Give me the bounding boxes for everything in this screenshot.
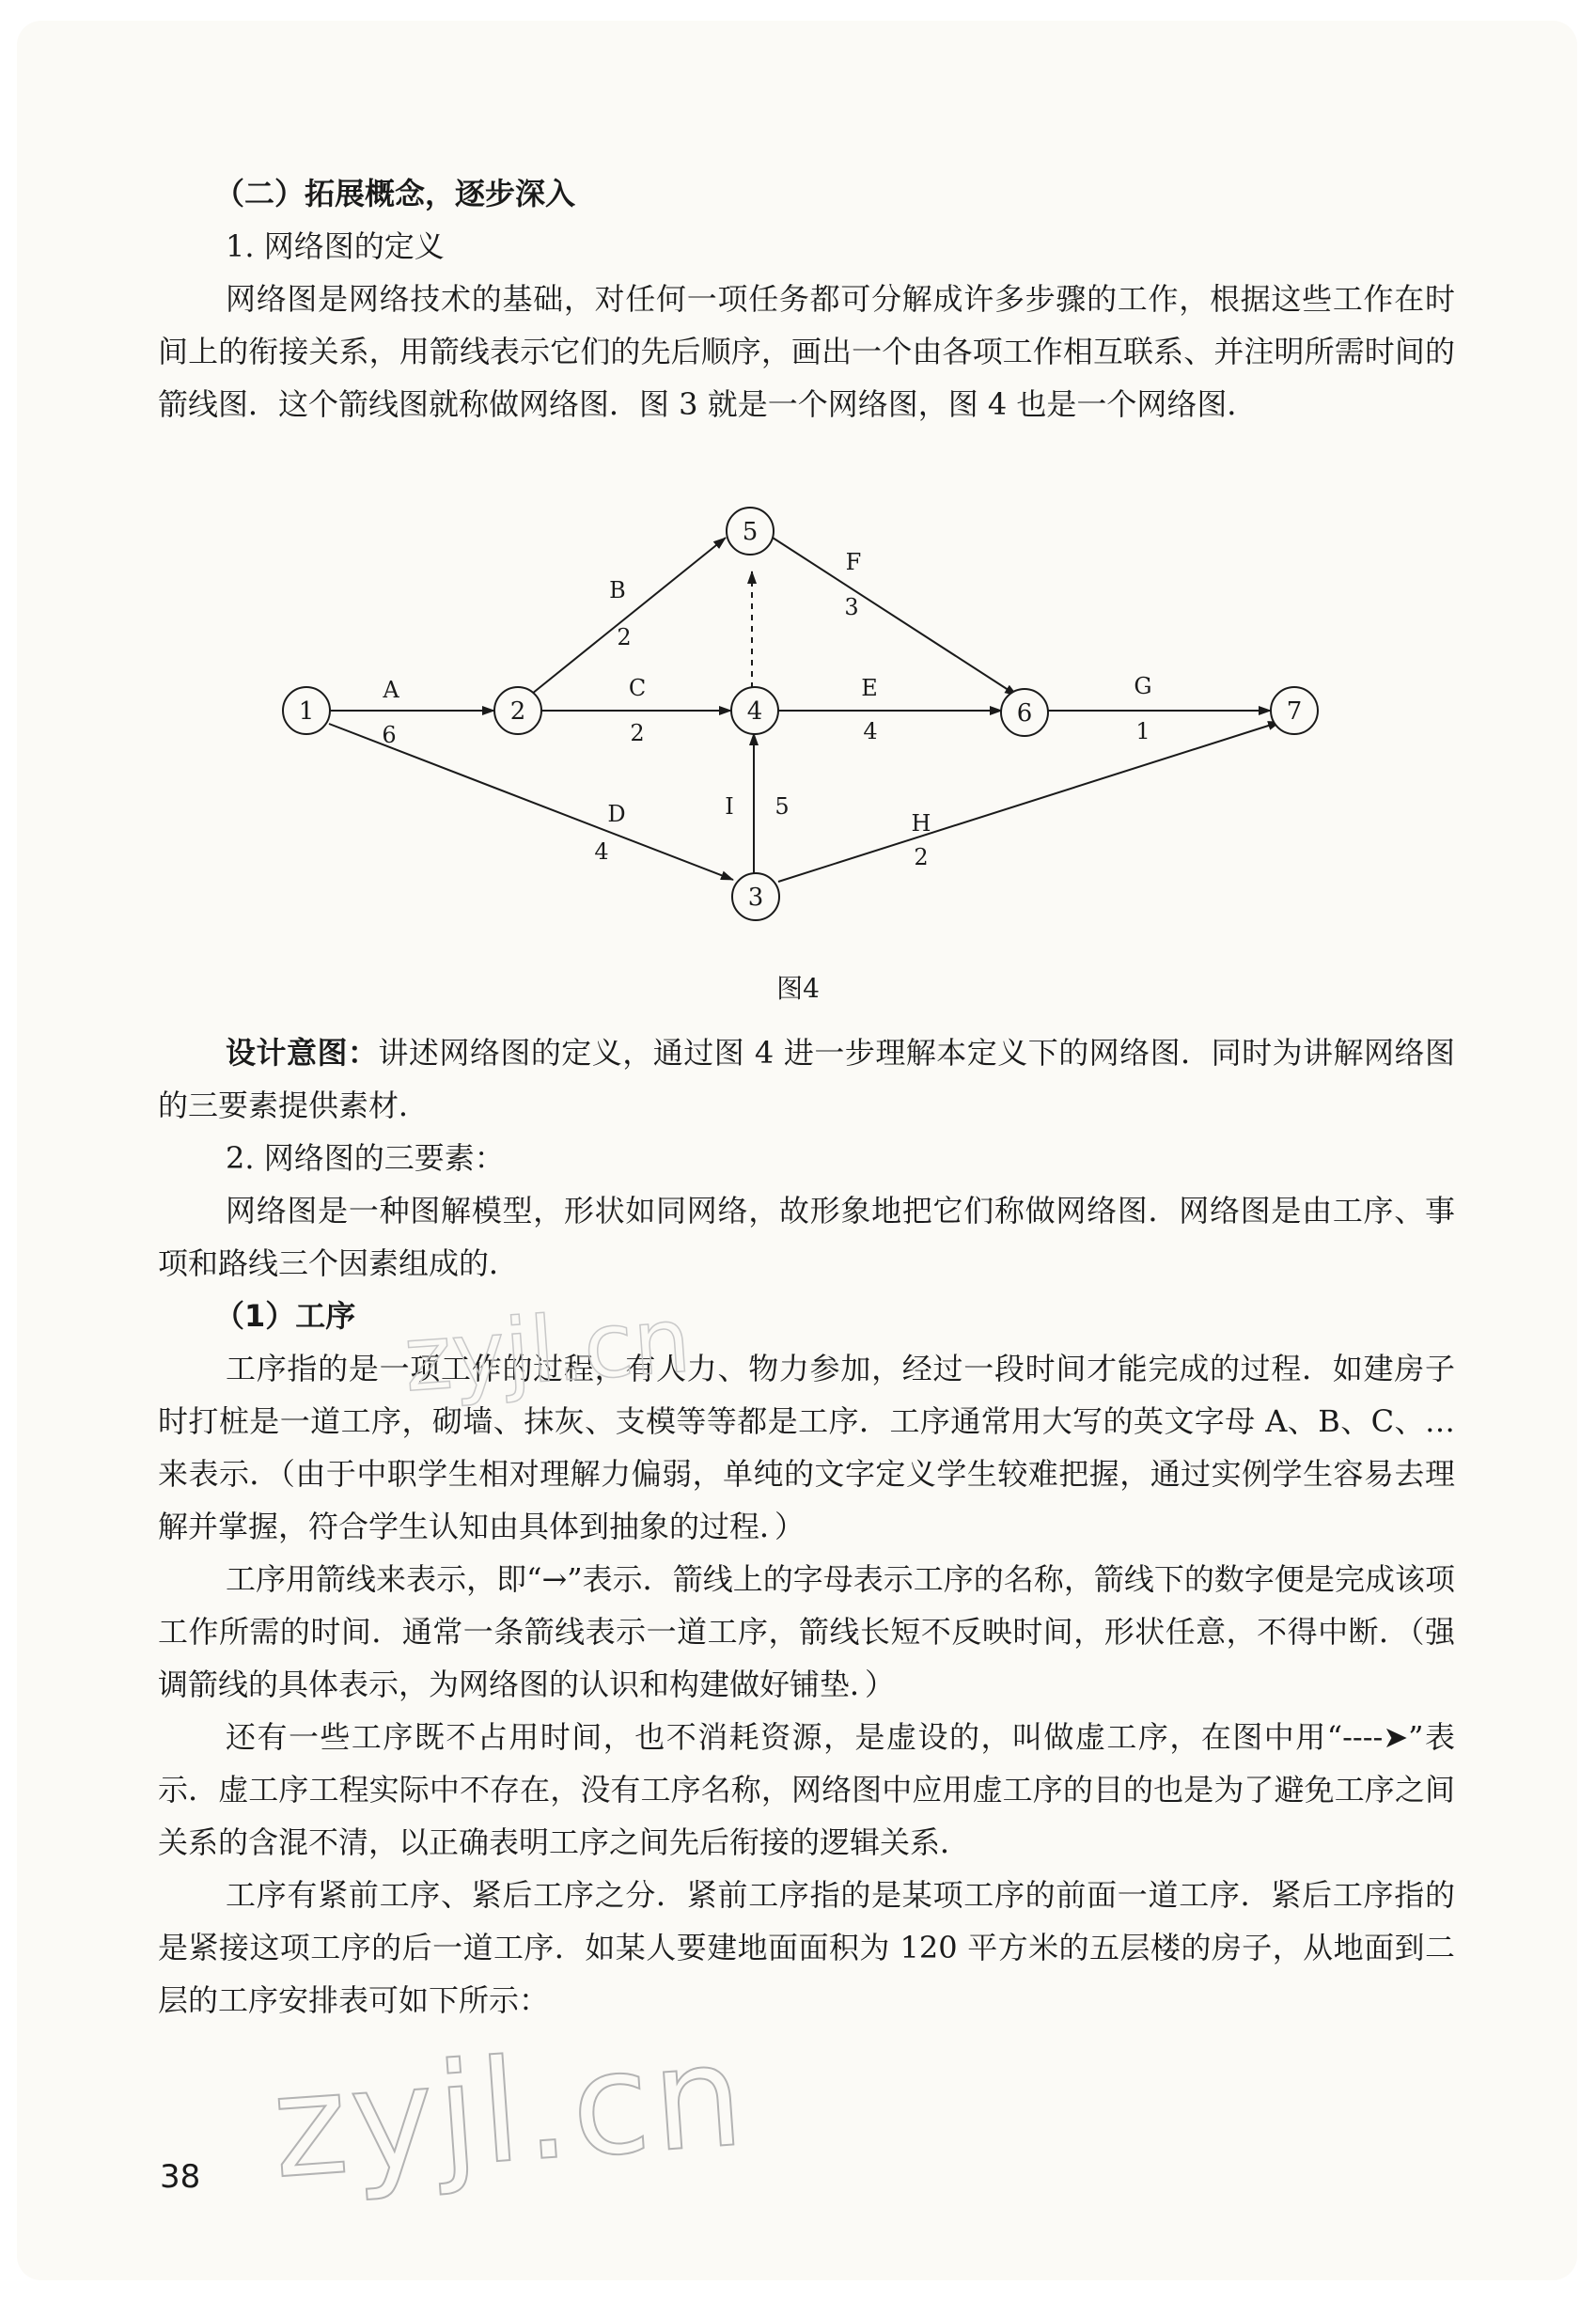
svg-text:5: 5 bbox=[742, 518, 759, 546]
subheading-definition: 1. 网络图的定义 bbox=[226, 228, 445, 264]
edge-e-name: E bbox=[861, 675, 878, 701]
edge-e-time: 4 bbox=[863, 718, 878, 744]
edge-g-name: G bbox=[1134, 673, 1152, 699]
network-diagram bbox=[273, 489, 1353, 921]
node-4 bbox=[731, 687, 778, 734]
page-number: 38 bbox=[160, 2158, 201, 2196]
text-block-bottom bbox=[158, 1026, 1455, 2027]
node-2 bbox=[494, 687, 541, 734]
edge-f-name: F bbox=[845, 549, 862, 575]
design-intent bbox=[158, 1026, 1455, 1132]
node-7 bbox=[1271, 687, 1318, 734]
edge-a-time: 6 bbox=[382, 722, 397, 748]
paragraph-definition: 网络图是网络技术的基础，对任何一项任务都可分解成许多步骤的工作，根据这些工作在时间上的衔接关系，用箭线表示它们的先后顺序，画出一个由各项工作相互联系、并注明所需时间的箭线图．这个箭线图就称做网络图．图 3 就是一个网络图，图 4 也是一个网络图． bbox=[158, 281, 1455, 422]
paragraph-predecessor: 工序有紧前工序、紧后工序之分．紧前工序指的是某项工序的前面一道工序．紧后工序指的是紧接这项工序的后一道工序．如某人要建地面面积为 120 平方米的五层楼的房子，从地面到二层的工序安排表可如下所示： bbox=[158, 1877, 1455, 2018]
node-6 bbox=[1001, 689, 1048, 736]
edge-f-time: 3 bbox=[844, 594, 859, 620]
edge-h-name: H bbox=[911, 810, 931, 837]
svg-text:6: 6 bbox=[1016, 699, 1033, 728]
edge-b bbox=[532, 538, 726, 694]
edge-h-time: 2 bbox=[914, 844, 929, 870]
edge-f bbox=[773, 538, 1017, 696]
paragraph-dummy: 还有一些工序既不占用时间，也不消耗资源，是虚设的，叫做虚工序，在图中用“----➤”表示．虚工序工程实际中不存在，没有工序名称，网络图中应用虚工序的目的也是为了避免工序之间关系的含混不清，以正确表明工序之间先后衔接的逻辑关系． bbox=[158, 1719, 1455, 1860]
text-block-top bbox=[158, 167, 1455, 430]
edge-d-name: D bbox=[607, 801, 626, 827]
paragraph-process-def: 工序指的是一项工作的过程，有人力、物力参加，经过一段时间才能完成的过程．如建房子时打桩是一道工序，砌墙、抹灰、支模等等都是工序．工序通常用大写的英文字母 A、B、C、…来表示．（由于中职学生相对理解力偏弱，单纯的文字定义学生较难把握，通过实例学生容易去理解并掌握，符合学生认知由具体到抽象的过程．） bbox=[158, 1351, 1455, 1544]
edge-h bbox=[778, 722, 1280, 882]
svg-text:3: 3 bbox=[747, 884, 764, 912]
edge-g-time: 1 bbox=[1135, 718, 1150, 744]
paragraph-arrow: 工序用箭线来表示，即“→”表示．箭线上的字母表示工序的名称，箭线下的数字便是完成该项工作所需的时间．通常一条箭线表示一道工序，箭线长短不反映时间，形状任意，不得中断．（强调箭线的具体表示，为网络图的认识和构建做好铺垫．） bbox=[158, 1561, 1455, 1702]
svg-text:2: 2 bbox=[509, 697, 526, 726]
edge-i-time: 5 bbox=[775, 793, 790, 820]
watermark-bottom: zyjl.cn bbox=[267, 2013, 752, 2211]
svg-text:1: 1 bbox=[298, 697, 315, 726]
edge-b-name: B bbox=[609, 577, 626, 603]
edge-d-time: 4 bbox=[594, 838, 609, 865]
section-heading: （二）拓展概念，逐步深入 bbox=[214, 176, 576, 211]
watermark-mid: zyjl.cn bbox=[400, 1287, 695, 1413]
edge-c-time: 2 bbox=[630, 720, 645, 746]
svg-text:7: 7 bbox=[1286, 697, 1303, 726]
subheading-three-elements: 2. 网络图的三要素： bbox=[226, 1140, 505, 1176]
design-intent-label: 设计意图： bbox=[226, 1035, 379, 1071]
figure-caption: 图4 bbox=[776, 973, 820, 1004]
node-1 bbox=[283, 687, 330, 734]
svg-text:4: 4 bbox=[746, 697, 763, 726]
edge-b-time: 2 bbox=[617, 624, 632, 650]
node-5 bbox=[727, 508, 774, 555]
node-3 bbox=[732, 873, 779, 920]
design-intent-text: 讲述网络图的定义，通过图 4 进一步理解本定义下的网络图．同时为讲解网络图的三要素提供素材． bbox=[158, 1035, 1455, 1123]
edge-a-name: A bbox=[383, 677, 399, 703]
paragraph-three-elements: 网络图是一种图解模型，形状如同网络，故形象地把它们称做网络图．网络图是由工序、事项和路线三个因素组成的． bbox=[158, 1193, 1455, 1281]
subheading-process: （1）工序 bbox=[214, 1298, 356, 1334]
edge-i-name: I bbox=[725, 793, 734, 820]
edge-c-name: C bbox=[628, 675, 647, 701]
